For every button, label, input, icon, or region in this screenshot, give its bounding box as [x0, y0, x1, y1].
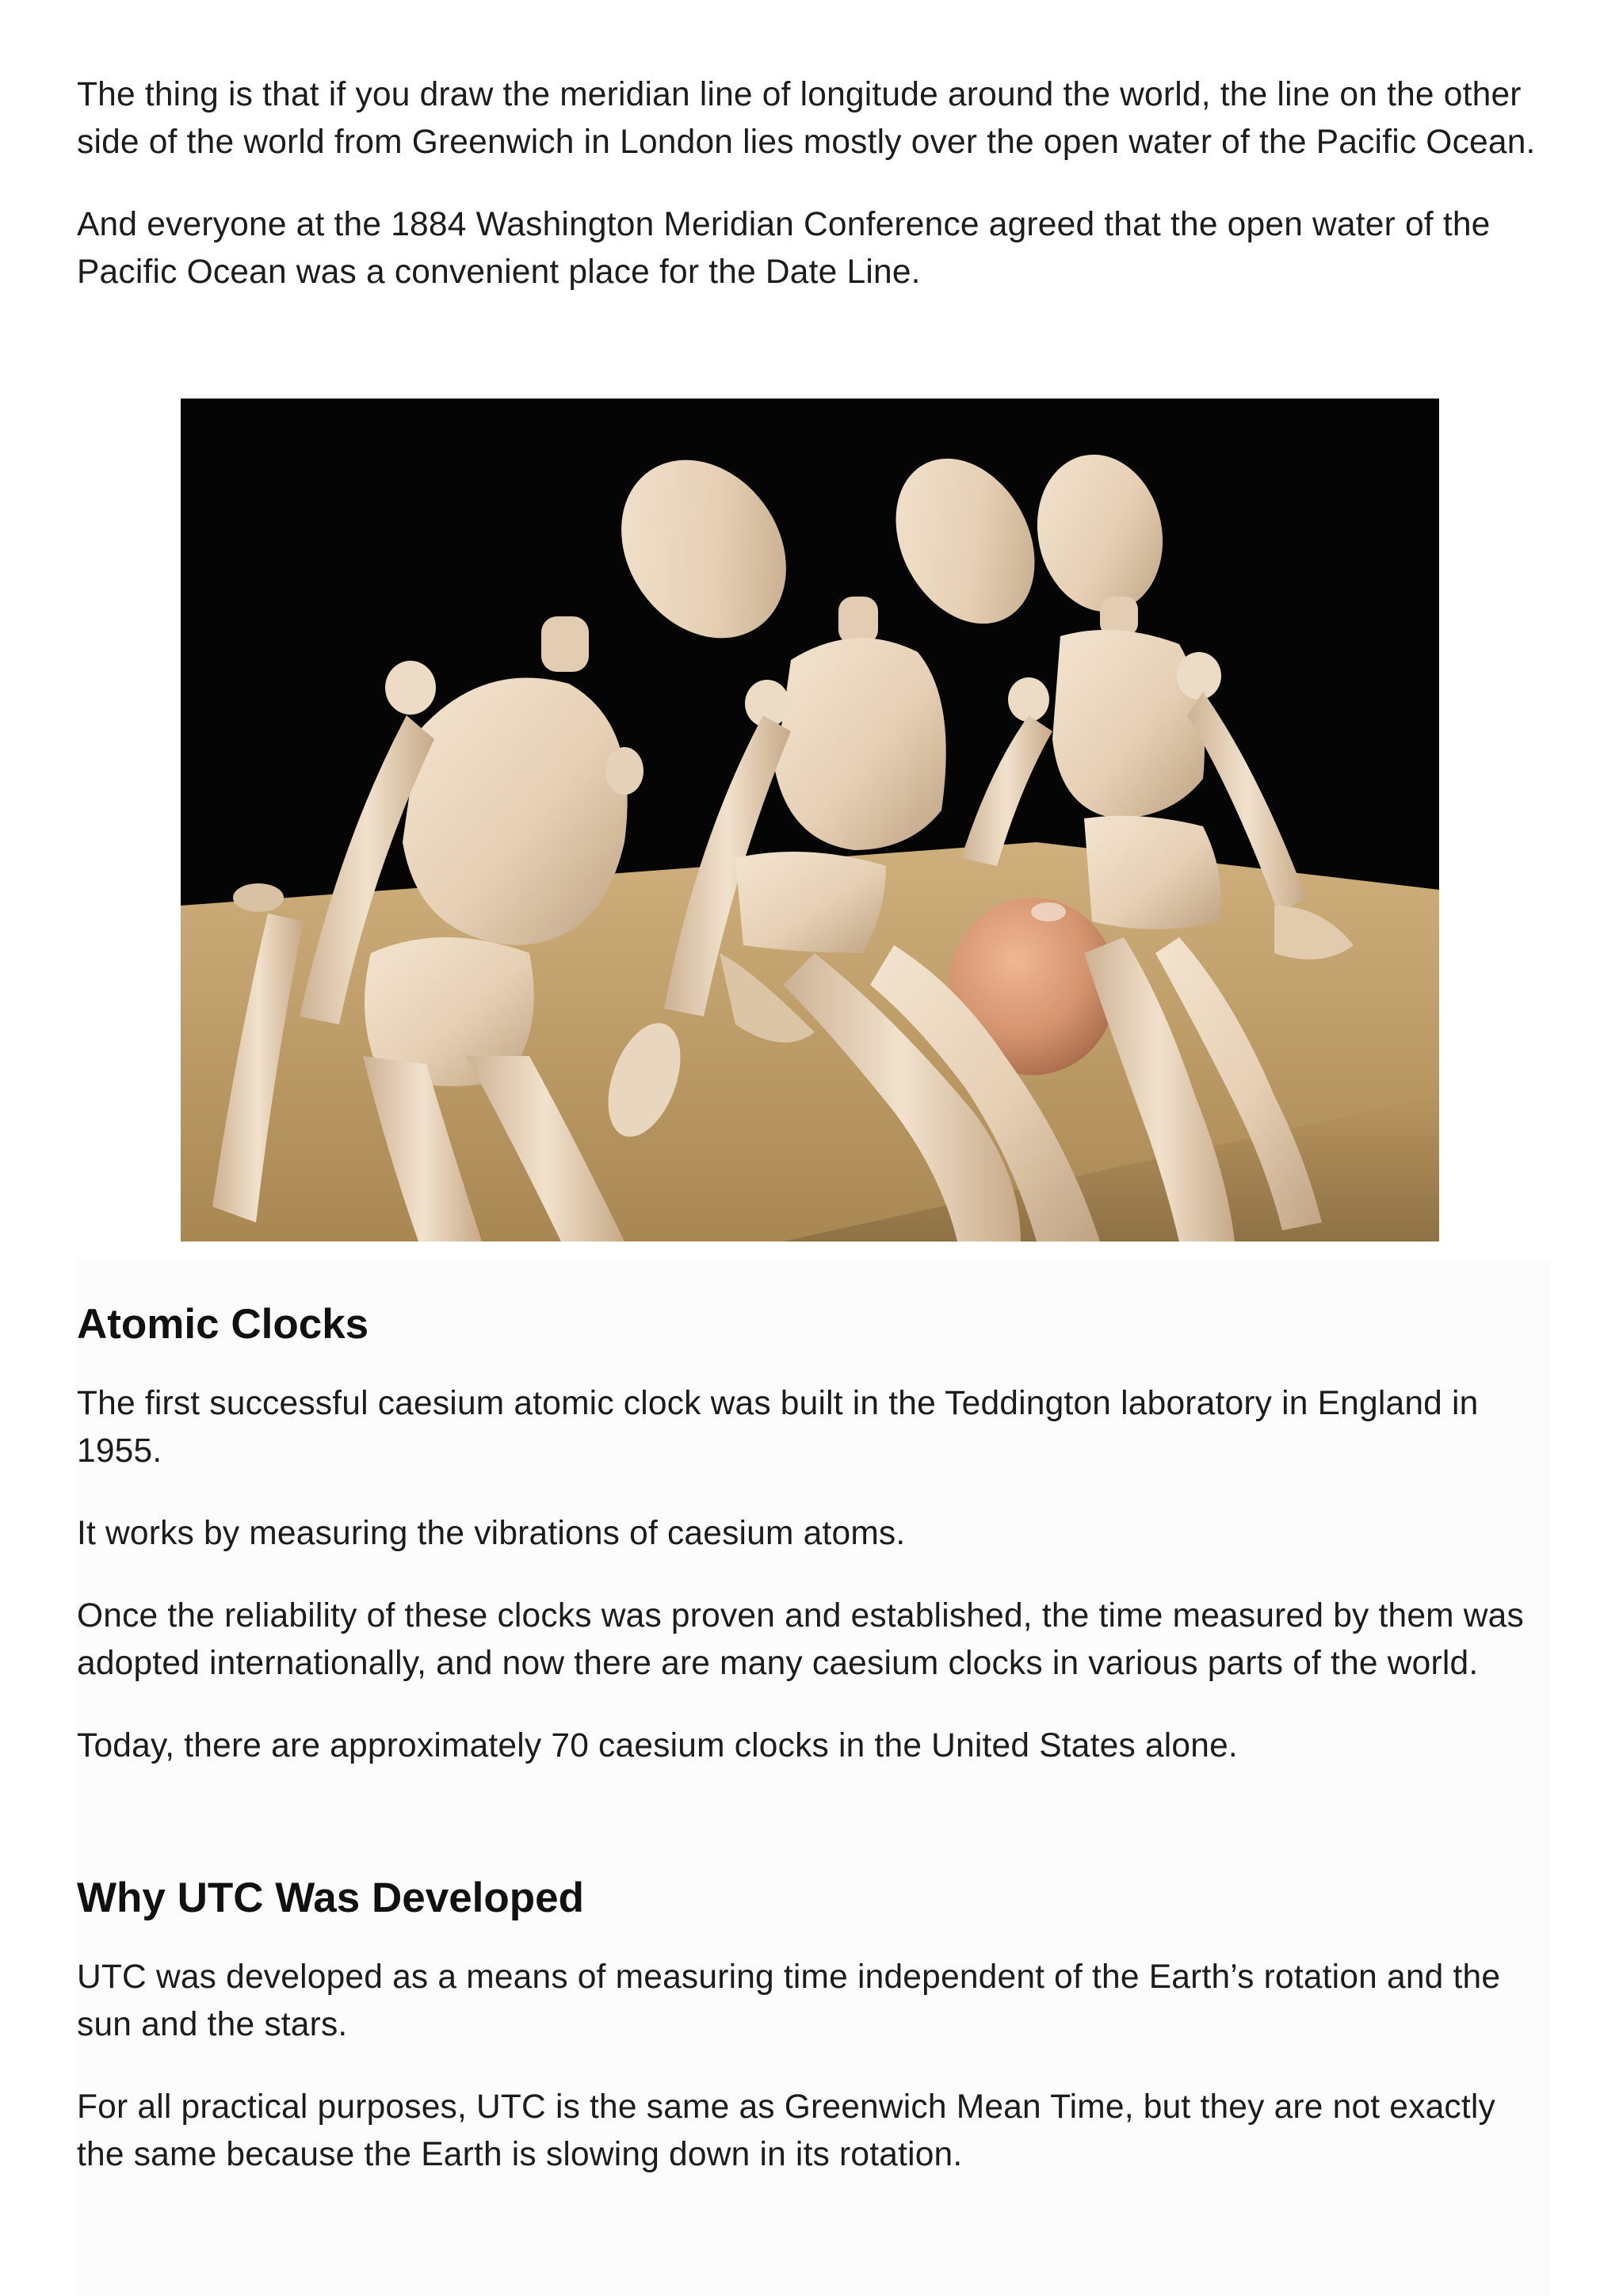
atomic-paragraph-2: It works by measuring the vibrations of caesium atoms.	[77, 1515, 906, 1552]
utc-section	[77, 1873, 1551, 2179]
atomic-paragraph-3: Once the reliability of these clocks was proven and established, the time measured by them was adopted internationally, and now there are many caesium clocks in various parts of the world.	[77, 1597, 1524, 1682]
intro-paragraph-2: And everyone at the 1884 Washington Meridian Conference agreed that the open water of the Pacific Ocean was a convenient place for the Date Line.	[77, 206, 1491, 291]
intro-paragraph-1: The thing is that if you draw the meridian line of longitude around the world, the line on the other side of the world from Greenwich in London lies mostly over the open water of the Pacific Ocean.	[77, 76, 1536, 161]
intro-section	[77, 71, 1551, 296]
section-heading-atomic-clocks: Atomic Clocks	[77, 1301, 369, 1348]
mannequins-illustration	[181, 399, 1439, 1241]
utc-paragraph-1: UTC was developed as a means of measuring time independent of the Earth’s rotation and the sun and the stars.	[77, 1958, 1501, 2043]
utc-paragraph-2: For all practical purposes, UTC is the same as Greenwich Mean Time, but they are not exactly the same because the Earth is slowing down in its rotation.	[77, 2088, 1495, 2173]
mannequins-photo	[181, 399, 1439, 1241]
section-heading-why-utc: Why UTC Was Developed	[77, 1875, 585, 1921]
atomic-clocks-section	[77, 1299, 1551, 1770]
atomic-paragraph-4: Today, there are approximately 70 caesium clocks in the United States alone.	[77, 1727, 1238, 1764]
atomic-paragraph-1: The first successful caesium atomic clock was built in the Teddington laboratory in England in 1955.	[77, 1385, 1479, 1470]
